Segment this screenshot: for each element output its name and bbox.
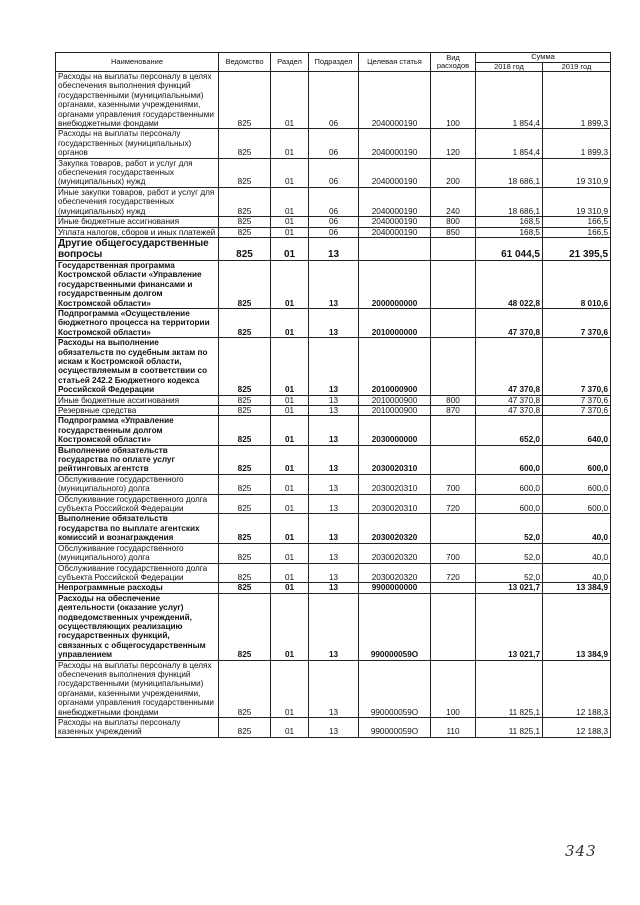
row-name: Уплата налогов, сборов и иных платежей — [56, 227, 219, 237]
row-2019: 166,5 — [543, 217, 611, 227]
row-target: 2010000900 — [359, 395, 431, 405]
row-kind — [431, 260, 476, 308]
row-target: 990000059О — [359, 593, 431, 660]
table-row — [56, 474, 611, 494]
row-section: 01 — [271, 308, 309, 337]
row-kind — [431, 416, 476, 445]
row-section: 01 — [271, 72, 309, 129]
row-section: 01 — [271, 583, 309, 593]
row-2018: 600,0 — [476, 445, 543, 474]
row-2019: 7 370,6 — [543, 338, 611, 395]
table-row — [56, 416, 611, 445]
header-section: Раздел — [271, 53, 309, 72]
row-subsection: 13 — [309, 593, 359, 660]
row-2019: 166,5 — [543, 227, 611, 237]
row-2018: 48 022,8 — [476, 260, 543, 308]
header-kind: Вид расходов — [431, 53, 476, 72]
row-target: 2030020320 — [359, 563, 431, 583]
budget-table-body — [56, 72, 611, 738]
header-row — [56, 53, 611, 63]
row-subsection: 13 — [309, 395, 359, 405]
row-name: Обслуживание государственного (муниципального) долга — [56, 474, 219, 494]
row-2018: 168,5 — [476, 227, 543, 237]
row-target: 2030020320 — [359, 514, 431, 543]
row-dept: 825 — [219, 514, 271, 543]
row-kind: 120 — [431, 129, 476, 158]
row-name: Подпрограмма «Осуществление бюджетного процесса на территории Костромской области» — [56, 308, 219, 337]
row-2018: 61 044,5 — [476, 237, 543, 260]
table-row — [56, 543, 611, 563]
table-row — [56, 494, 611, 514]
row-kind: 110 — [431, 718, 476, 738]
row-dept: 825 — [219, 72, 271, 129]
row-subsection: 13 — [309, 543, 359, 563]
row-subsection: 13 — [309, 406, 359, 416]
row-section: 01 — [271, 217, 309, 227]
row-2018: 1 854,4 — [476, 72, 543, 129]
row-section: 01 — [271, 158, 309, 187]
header-target: Целевая статья — [359, 53, 431, 72]
row-dept: 825 — [219, 660, 271, 717]
row-name: Расходы на выплаты персоналу в целях обеспечения выполнения функций государственными (муниципальными) органами, казенными учреждениями, органами управления государственными внебюджетными фондами — [56, 72, 219, 129]
row-section: 01 — [271, 660, 309, 717]
row-name: Обслуживание государственного долга субъекта Российской Федерации — [56, 563, 219, 583]
row-subsection: 06 — [309, 129, 359, 158]
row-name: Подпрограмма «Управление государственным долгом Костромской области» — [56, 416, 219, 445]
row-kind: 870 — [431, 406, 476, 416]
row-dept: 825 — [219, 308, 271, 337]
table-row — [56, 593, 611, 660]
row-section: 01 — [271, 260, 309, 308]
row-target: 2030020320 — [359, 543, 431, 563]
row-section: 01 — [271, 187, 309, 216]
row-subsection: 06 — [309, 217, 359, 227]
table-row — [56, 718, 611, 738]
row-subsection: 13 — [309, 308, 359, 337]
row-2018: 600,0 — [476, 494, 543, 514]
row-kind — [431, 308, 476, 337]
row-target: 2030000000 — [359, 416, 431, 445]
row-name: Выполнение обязательств государства по выплате агентских комиссий и вознаграждения — [56, 514, 219, 543]
row-dept: 825 — [219, 494, 271, 514]
row-target: 9900000000 — [359, 583, 431, 593]
row-target: 2010000000 — [359, 308, 431, 337]
row-dept: 825 — [219, 260, 271, 308]
row-name: Другие общегосударственные вопросы — [56, 237, 219, 260]
row-subsection: 13 — [309, 474, 359, 494]
row-section: 01 — [271, 406, 309, 416]
row-kind: 720 — [431, 563, 476, 583]
row-subsection: 06 — [309, 187, 359, 216]
row-subsection: 13 — [309, 718, 359, 738]
row-2019: 19 310,9 — [543, 158, 611, 187]
row-subsection: 13 — [309, 445, 359, 474]
row-kind: 850 — [431, 227, 476, 237]
row-target: 2030020310 — [359, 494, 431, 514]
row-dept: 825 — [219, 158, 271, 187]
row-subsection: 13 — [309, 494, 359, 514]
row-subsection: 13 — [309, 514, 359, 543]
header-2019: 2019 год — [543, 62, 611, 72]
row-name: Государственная программа Костромской области «Управление государственными финансами и государственным долгом Костромской области» — [56, 260, 219, 308]
row-2018: 52,0 — [476, 543, 543, 563]
row-2018: 52,0 — [476, 514, 543, 543]
row-2018: 652,0 — [476, 416, 543, 445]
row-name: Иные бюджетные ассигнования — [56, 395, 219, 405]
row-2018: 52,0 — [476, 563, 543, 583]
row-2019: 7 370,6 — [543, 308, 611, 337]
row-dept: 825 — [219, 395, 271, 405]
row-2018: 11 825,1 — [476, 718, 543, 738]
row-2019: 12 188,3 — [543, 660, 611, 717]
row-kind — [431, 583, 476, 593]
row-2019: 40,0 — [543, 543, 611, 563]
row-2019: 600,0 — [543, 474, 611, 494]
row-dept: 825 — [219, 187, 271, 216]
row-name: Непрограммные расходы — [56, 583, 219, 593]
row-2019: 1 899,3 — [543, 129, 611, 158]
row-subsection: 13 — [309, 338, 359, 395]
row-section: 01 — [271, 129, 309, 158]
row-subsection: 13 — [309, 563, 359, 583]
row-section: 01 — [271, 416, 309, 445]
row-2019: 600,0 — [543, 494, 611, 514]
row-dept: 825 — [219, 593, 271, 660]
row-kind: 100 — [431, 660, 476, 717]
table-row — [56, 72, 611, 129]
header-dept: Ведомство — [219, 53, 271, 72]
row-2019: 7 370,6 — [543, 406, 611, 416]
row-2019: 1 899,3 — [543, 72, 611, 129]
row-target: 2030020310 — [359, 445, 431, 474]
row-target: 2040000190 — [359, 158, 431, 187]
row-section: 01 — [271, 543, 309, 563]
table-row — [56, 583, 611, 593]
table-row — [56, 308, 611, 337]
row-2018: 1 854,4 — [476, 129, 543, 158]
row-2019: 19 310,9 — [543, 187, 611, 216]
row-target — [359, 237, 431, 260]
row-kind: 700 — [431, 474, 476, 494]
row-2018: 168,5 — [476, 217, 543, 227]
row-subsection: 06 — [309, 158, 359, 187]
row-2018: 47 370,8 — [476, 308, 543, 337]
table-row — [56, 129, 611, 158]
row-name: Расходы на выплаты персоналу казенных учреждений — [56, 718, 219, 738]
row-section: 01 — [271, 445, 309, 474]
row-target: 2000000000 — [359, 260, 431, 308]
row-2018: 13 021,7 — [476, 583, 543, 593]
row-target: 2040000190 — [359, 187, 431, 216]
row-kind: 100 — [431, 72, 476, 129]
row-subsection: 06 — [309, 227, 359, 237]
row-subsection: 13 — [309, 416, 359, 445]
header-subsection: Подраздел — [309, 53, 359, 72]
row-name: Расходы на выплаты персоналу в целях обеспечения выполнения функций государственными (муниципальными) органами, казенными учреждениями, органами управления государственными внебюджетными фондами — [56, 660, 219, 717]
row-name: Выполнение обязательств государства по оплате услуг рейтинговых агентств — [56, 445, 219, 474]
row-kind — [431, 237, 476, 260]
row-kind — [431, 445, 476, 474]
row-section: 01 — [271, 593, 309, 660]
row-2019: 8 010,6 — [543, 260, 611, 308]
row-name: Обслуживание государственного (муниципального) долга — [56, 543, 219, 563]
row-subsection: 06 — [309, 72, 359, 129]
row-target: 2040000190 — [359, 72, 431, 129]
row-kind — [431, 338, 476, 395]
row-dept: 825 — [219, 543, 271, 563]
row-dept: 825 — [219, 474, 271, 494]
row-2018: 18 686,1 — [476, 158, 543, 187]
row-dept: 825 — [219, 227, 271, 237]
row-kind: 800 — [431, 395, 476, 405]
header-2018: 2018 год — [476, 62, 543, 72]
row-2018: 11 825,1 — [476, 660, 543, 717]
row-subsection: 13 — [309, 660, 359, 717]
row-dept: 825 — [219, 583, 271, 593]
row-target: 2030020310 — [359, 474, 431, 494]
row-name: Расходы на выплаты персоналу государственных (муниципальных) органов — [56, 129, 219, 158]
table-row — [56, 227, 611, 237]
row-kind: 200 — [431, 158, 476, 187]
row-subsection: 13 — [309, 583, 359, 593]
row-dept: 825 — [219, 129, 271, 158]
row-dept: 825 — [219, 416, 271, 445]
row-name: Резервные средства — [56, 406, 219, 416]
row-2018: 47 370,8 — [476, 338, 543, 395]
row-target: 2010000900 — [359, 338, 431, 395]
row-subsection: 13 — [309, 237, 359, 260]
row-2019: 40,0 — [543, 514, 611, 543]
table-row — [56, 406, 611, 416]
table-row — [56, 237, 611, 260]
row-section: 01 — [271, 237, 309, 260]
row-2019: 40,0 — [543, 563, 611, 583]
row-section: 01 — [271, 514, 309, 543]
row-section: 01 — [271, 718, 309, 738]
row-section: 01 — [271, 338, 309, 395]
table-row — [56, 395, 611, 405]
row-2019: 13 384,9 — [543, 583, 611, 593]
table-row — [56, 563, 611, 583]
row-dept: 825 — [219, 406, 271, 416]
row-name: Иные бюджетные ассигнования — [56, 217, 219, 227]
row-dept: 825 — [219, 237, 271, 260]
row-subsection: 13 — [309, 260, 359, 308]
row-2018: 18 686,1 — [476, 187, 543, 216]
table-row — [56, 260, 611, 308]
row-2018: 47 370,8 — [476, 406, 543, 416]
table-row — [56, 445, 611, 474]
row-target: 2040000190 — [359, 217, 431, 227]
row-name: Иные закупки товаров, работ и услуг для обеспечения государственных (муниципальных) нужд — [56, 187, 219, 216]
row-target: 990000059О — [359, 660, 431, 717]
table-row — [56, 660, 611, 717]
row-2018: 13 021,7 — [476, 593, 543, 660]
row-2019: 13 384,9 — [543, 593, 611, 660]
budget-table — [55, 52, 611, 738]
row-kind: 720 — [431, 494, 476, 514]
row-kind — [431, 593, 476, 660]
table-row — [56, 158, 611, 187]
row-name: Обслуживание государственного долга субъекта Российской Федерации — [56, 494, 219, 514]
row-2018: 600,0 — [476, 474, 543, 494]
row-section: 01 — [271, 563, 309, 583]
row-kind: 240 — [431, 187, 476, 216]
table-row — [56, 217, 611, 227]
row-name: Расходы на обеспечение деятельности (оказание услуг) подведомственных учреждений, осуществляющих реализацию государственных функций, связанных с общегосударственным управлением — [56, 593, 219, 660]
row-dept: 825 — [219, 338, 271, 395]
table-row — [56, 338, 611, 395]
header-sum: Сумма — [476, 53, 611, 63]
row-target: 2010000900 — [359, 406, 431, 416]
row-section: 01 — [271, 395, 309, 405]
row-section: 01 — [271, 474, 309, 494]
row-kind: 700 — [431, 543, 476, 563]
row-2019: 7 370,6 — [543, 395, 611, 405]
row-dept: 825 — [219, 718, 271, 738]
row-section: 01 — [271, 494, 309, 514]
row-2019: 640,0 — [543, 416, 611, 445]
row-target: 990000059О — [359, 718, 431, 738]
row-2019: 600,0 — [543, 445, 611, 474]
row-2018: 47 370,8 — [476, 395, 543, 405]
row-dept: 825 — [219, 445, 271, 474]
row-2019: 21 395,5 — [543, 237, 611, 260]
row-dept: 825 — [219, 563, 271, 583]
row-target: 2040000190 — [359, 129, 431, 158]
header-name: Наименование — [56, 53, 219, 72]
row-2019: 12 188,3 — [543, 718, 611, 738]
row-dept: 825 — [219, 217, 271, 227]
table-row — [56, 514, 611, 543]
table-row — [56, 187, 611, 216]
row-name: Расходы на выполнение обязательств по судебным актам по искам к Костромской области, осуществляемым в соответствии со статьей 242.2 Бюджетного кодекса Российской Федерации — [56, 338, 219, 395]
row-section: 01 — [271, 227, 309, 237]
row-name: Закупка товаров, работ и услуг для обеспечения государственных (муниципальных) нужд — [56, 158, 219, 187]
row-kind: 800 — [431, 217, 476, 227]
row-kind — [431, 514, 476, 543]
row-target: 2040000190 — [359, 227, 431, 237]
handwritten-page-number: 343 — [565, 842, 597, 860]
